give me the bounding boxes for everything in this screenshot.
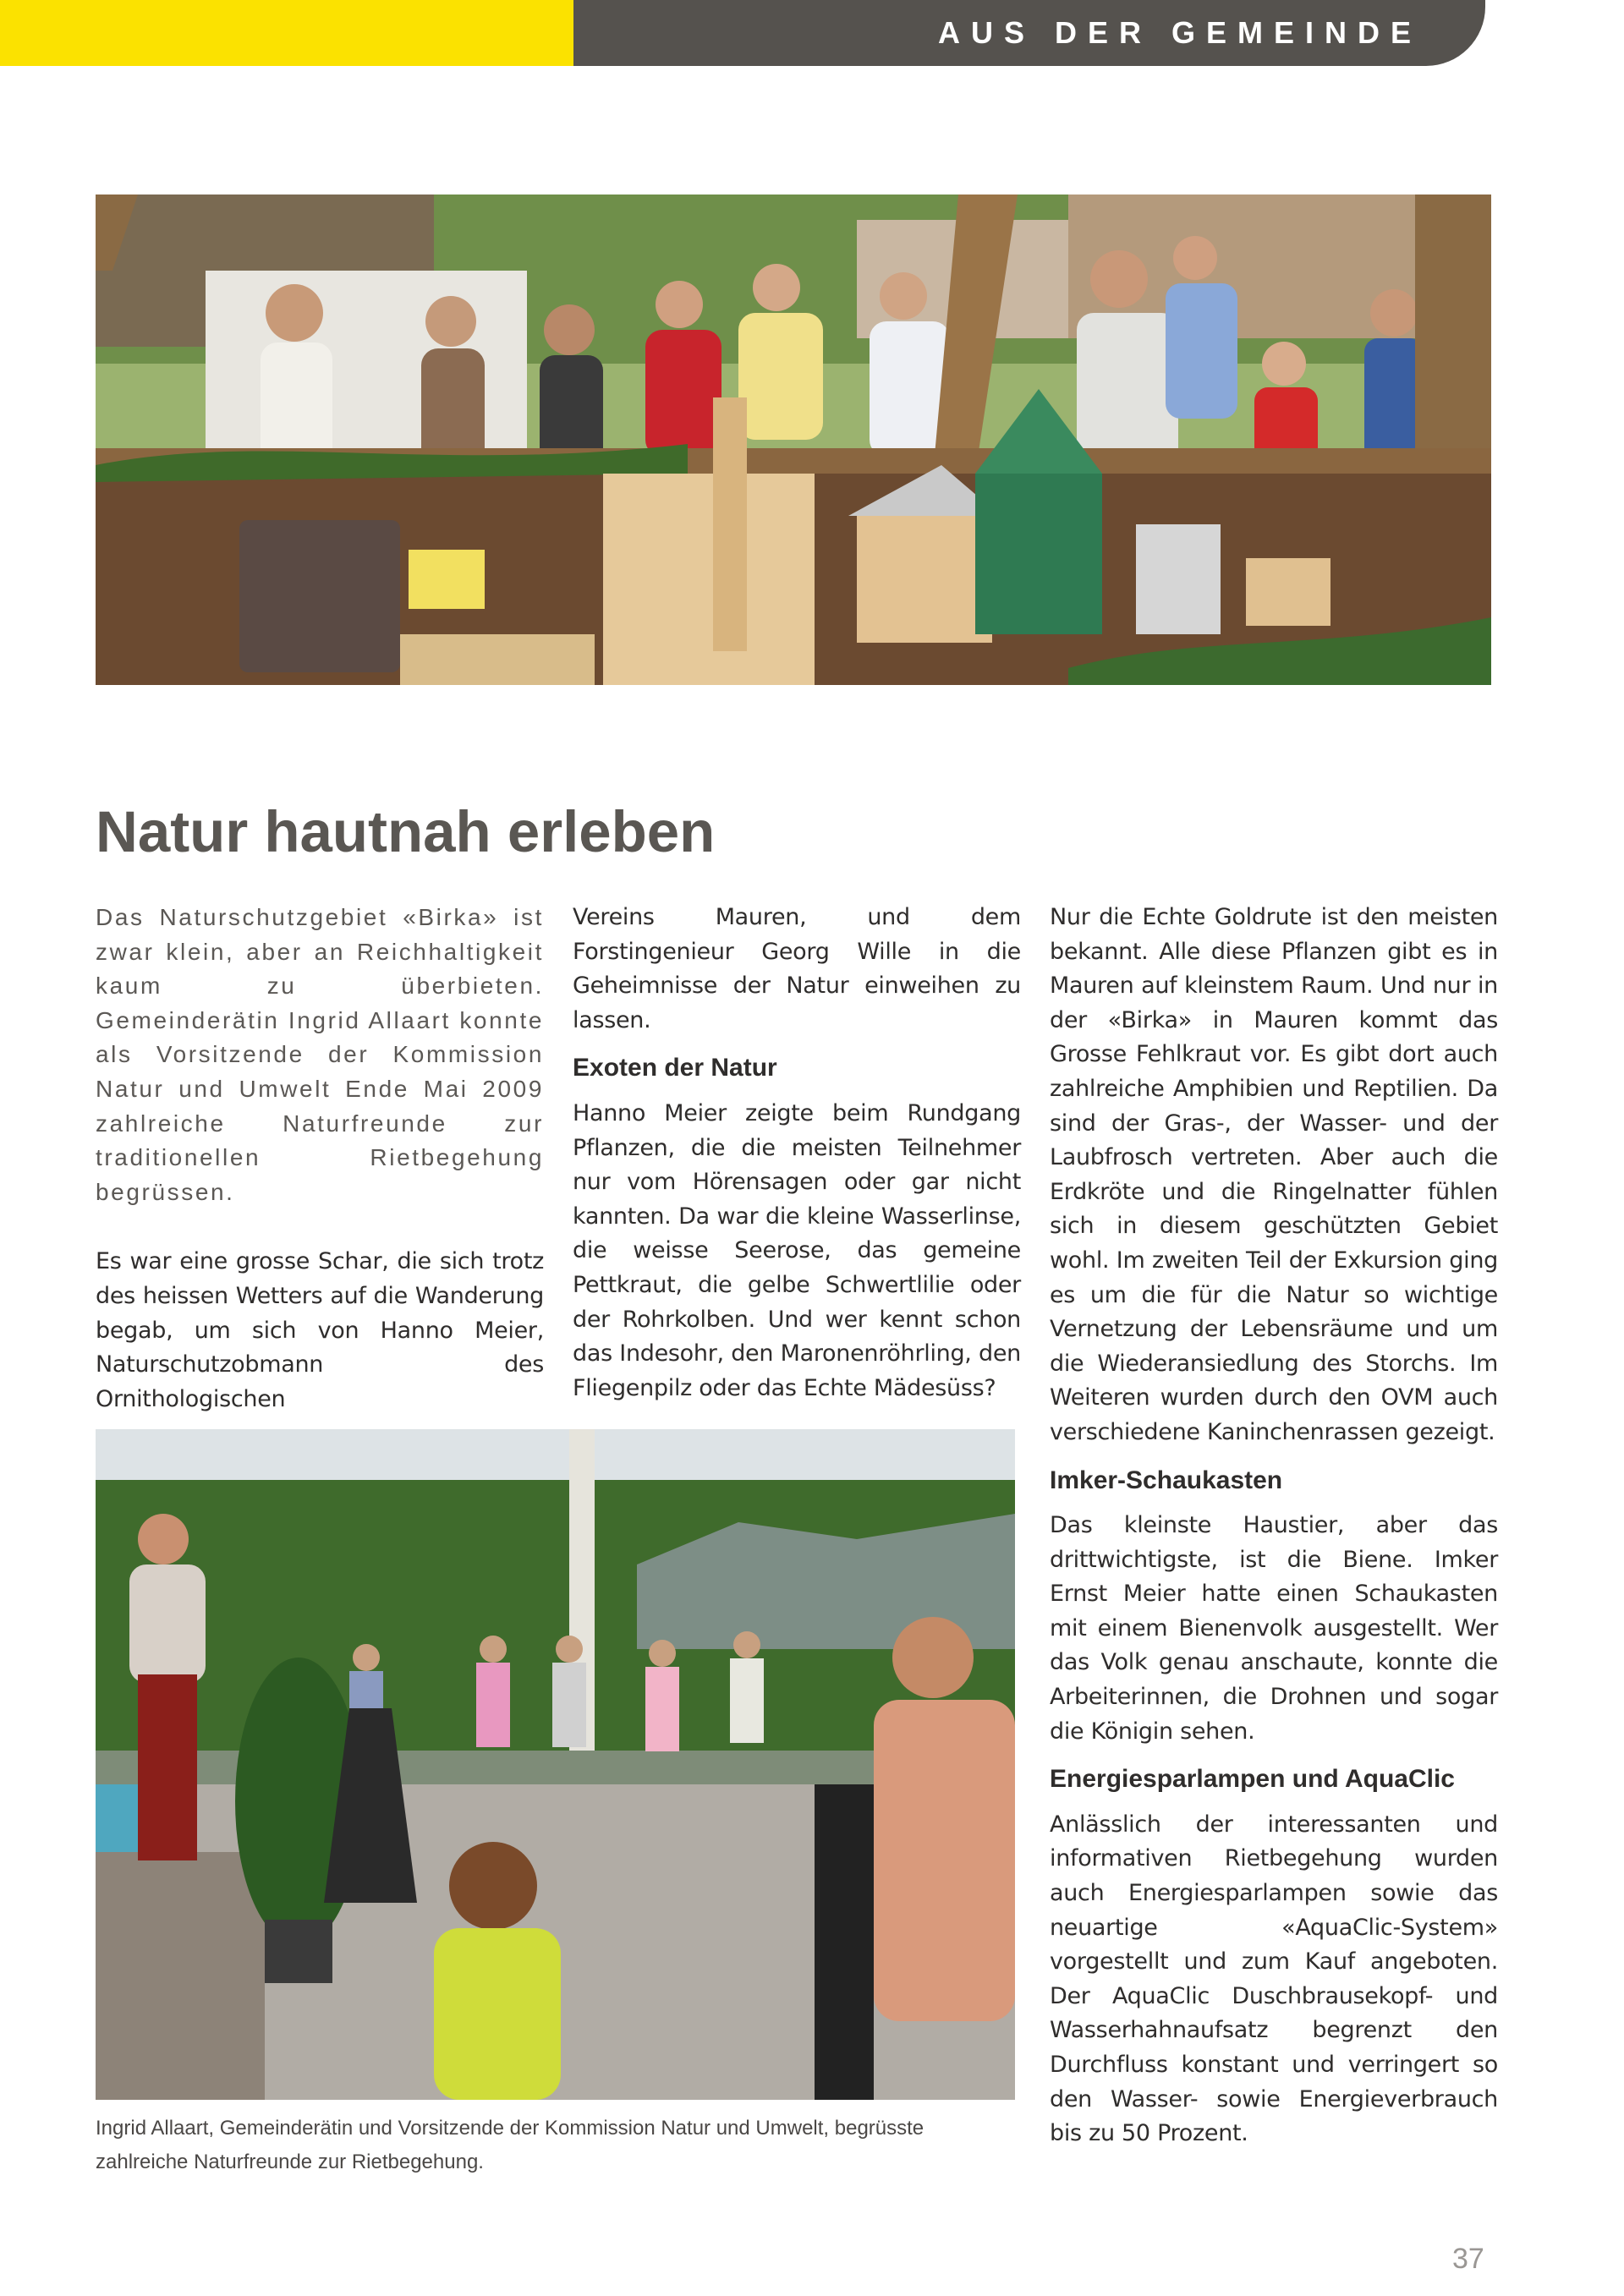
subheading-imker: Imker-Schaukasten <box>1050 1466 1283 1494</box>
subheading-exoten: Exoten der Natur <box>573 1054 777 1082</box>
photo-nestbox-exhibit <box>96 195 1491 685</box>
subheading-energiesparlampen: Energiesparlampen und AquaClic <box>1050 1765 1455 1794</box>
header-accent-bar <box>0 0 573 66</box>
section-label: AUS DER GEMEINDE <box>937 15 1422 50</box>
paragraph: Vereins Mauren, und dem Forstingenieur Georg Wille in die Geheimnisse der Natur einweihen zu lassen. <box>573 904 1021 1033</box>
paragraph: Hanno Meier zeigte beim Rundgang Pflanzen, die die meisten Teilnehmer nur vom Hörensagen oder gar nicht kannten. Da war die kleine Wasserlinse, die weisse Seerose, das gemeine Pettkraut, die gelbe Schwertlilie oder der Rohrkolben. Und wer kennt schon das Indesohr, den Maronenröhrling, den Fliegenpilz oder das Echte Mädesüss? <box>573 1099 1021 1401</box>
photo-welcome-speech <box>96 1429 1015 2100</box>
text-column-2 <box>573 901 1021 1406</box>
page-number: 37 <box>1452 2243 1484 2275</box>
text-column-3 <box>1050 901 1498 2151</box>
article-title <box>96 799 716 865</box>
paragraph: Nur die Echte Goldrute ist den meisten bekannt. Alle diese Pflanzen gibt es in Mauren auf kleinstem Raum. Und nur in der «Birka» in Mauren kommt das Grosse Fehlkraut vor. Es gibt dort auch zahlreiche Amphibien und Reptilien. Da sind der Gras-, der Wasser- und der Laubfrosch vertreten. Aber auch die Erdkröte und die Ringelnatter fühlen sich in diesem geschützten Gebiet wohl. Im zweiten Teil der Exkursion ging es um die für die Natur so wichtige Vernetzung der Lebensräume und um die Wiederansiedlung des Storchs. Im Weiteren wurden durch den OVM auch verschiedene Kaninchenrassen gezeigt. <box>1050 904 1498 1445</box>
section-header <box>573 0 1485 66</box>
title-bold: Natur <box>96 799 249 865</box>
article-lead: Das Naturschutzgebiet «Birka» ist zwar klein, aber an Reichhaltigkeit kaum zu überbieten. Gemeinderätin Ingrid Allaart konnte als Vorsitzende der Kommission Natur und Umwelt Ende Mai 2009 zahlreiche Naturfreunde zur traditionellen Rietbegehung begrüssen. <box>96 904 544 1205</box>
text-column-1 <box>96 901 544 1417</box>
title-rest: hautnah erleben <box>248 799 716 865</box>
paragraph: Es war eine grosse Schar, die sich trotz des heissen Wetters auf die Wanderung begab, um sich von Hanno Meier, Naturschutzobmann des Ornithologischen <box>96 1248 544 1412</box>
photo-caption: Ingrid Allaart, Gemeinderätin und Vorsitzende der Kommission Natur und Umwelt, begrüsste zahlreiche Naturfreunde zur Rietbegehung. <box>96 2117 924 2173</box>
paragraph: Das kleinste Haustier, aber das drittwichtigste, ist die Biene. Imker Ernst Meier hatte einen Schaukasten mit einem Bienenvolk ausgestellt. Wer das Volk genau anschaute, konnte die Arbeiterinnen, die Drohnen und sogar die Königin sehen. <box>1050 1512 1498 1745</box>
paragraph: Anlässlich der interessanten und informativen Rietbegehung wurden auch Energiesparlampen sowie das neuartige «AquaClic-System» vorgestellt und zum Kauf angeboten. Der AquaClic Duschbrausekopf- und Wasserhahnaufsatz begrenzt den Durchfluss konstant und verringert so den Wasser- sowie Energieverbrauch bis zu 50 Prozent. <box>1050 1811 1498 2147</box>
